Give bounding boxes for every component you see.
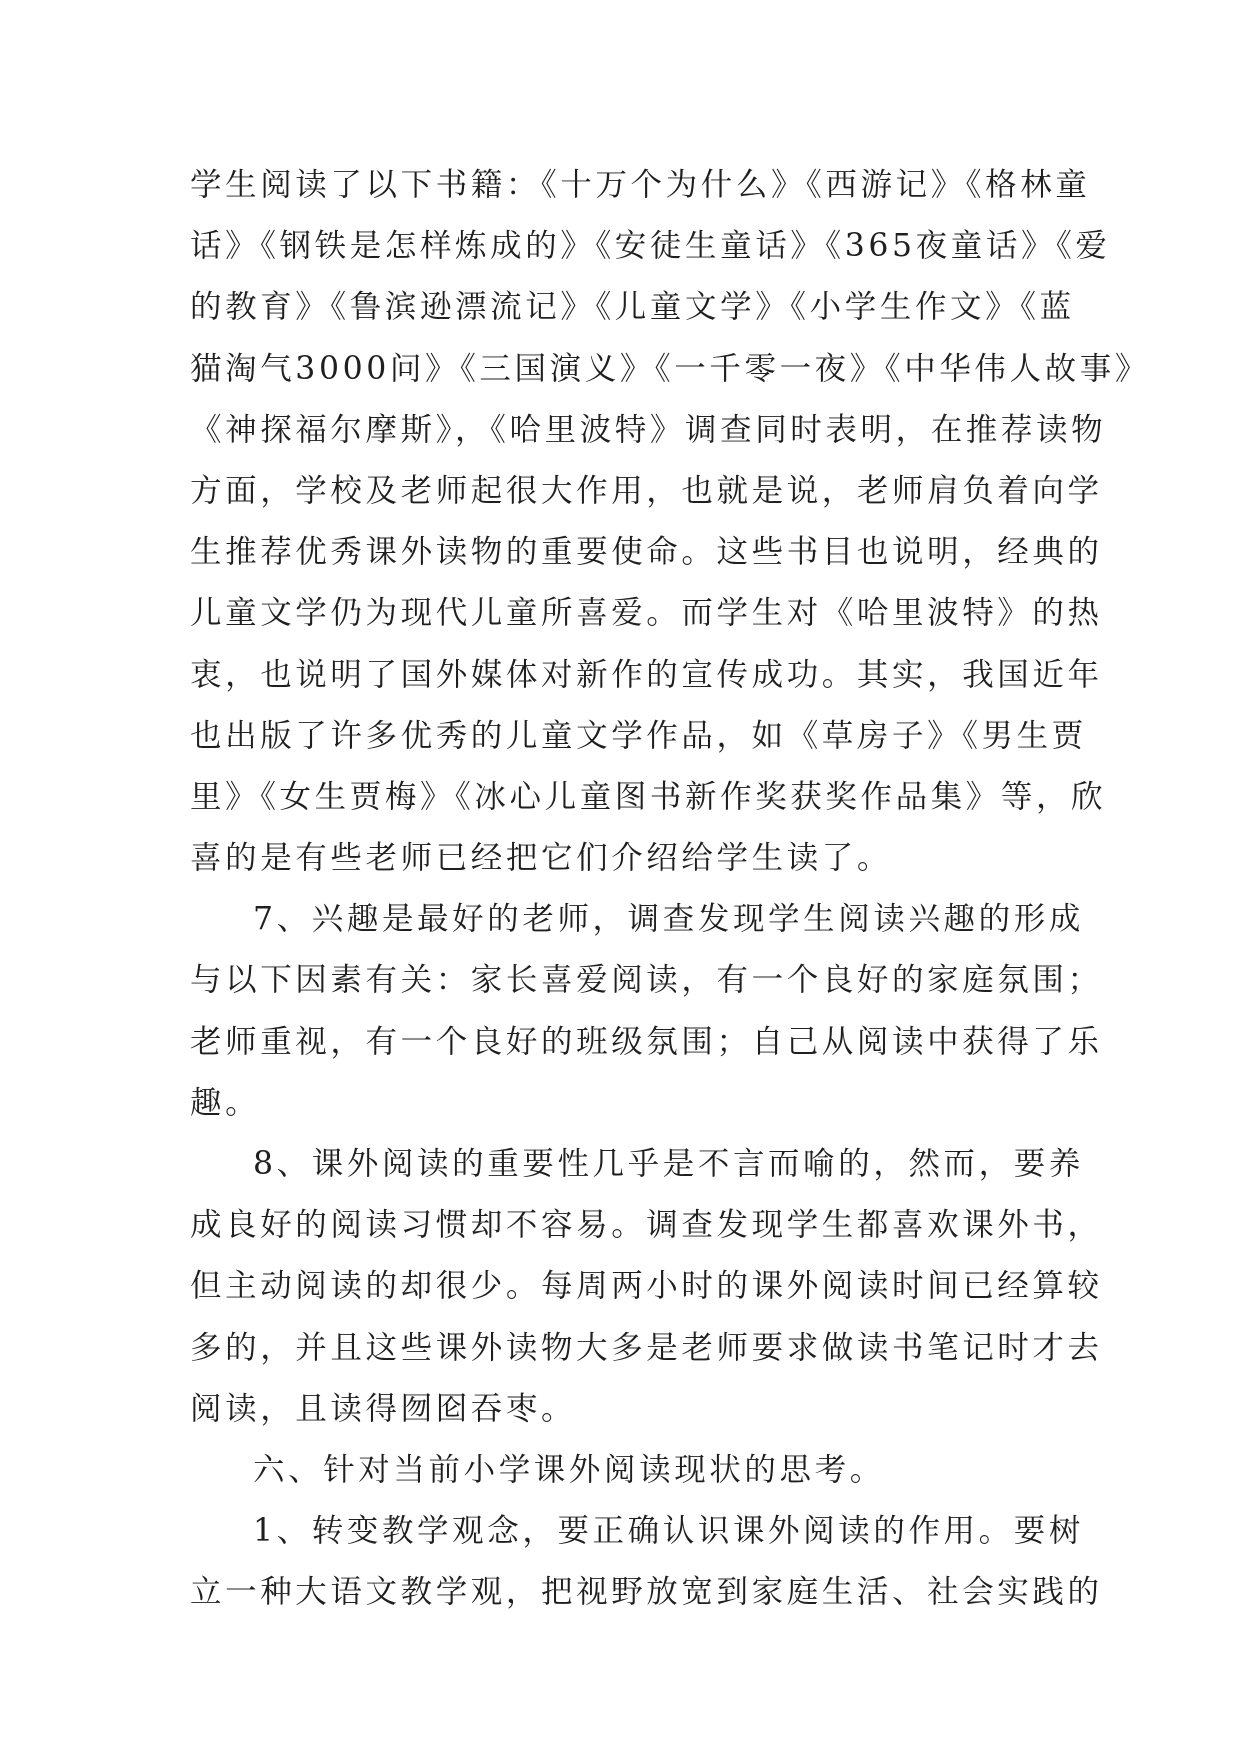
text-line: 老师重视，有一个良好的班级氛围；自己从阅读中获得了乐	[190, 1023, 1103, 1060]
text-line: 也出版了许多优秀的儿童文学作品，如《草房子》《男生贾	[190, 717, 1087, 754]
text-line: 《神探福尔摩斯》，《哈里波特》调查同时表明，在推荐读物	[190, 411, 1107, 448]
text-line: 学生阅读了以下书籍：《十万个为什么》《西游记》《格林童	[190, 167, 1091, 203]
text-line: 的教育》《鲁滨逊漂流记》《儿童文学》《小学生作文》《蓝	[190, 289, 1075, 326]
text-line: 阅读，且读得囫囵吞枣。	[190, 1390, 577, 1427]
text-line: 猫淘气3000问》《三国演义》《一千零一夜》《中华伟人故事》	[190, 350, 1150, 387]
paragraph-start-line: 7、兴趣是最好的老师，调查发现学生阅读兴趣的形成	[253, 901, 1084, 938]
text-line: 话》《钢铁是怎样炼成的》《安徒生童话》《365夜童话》《爱	[190, 228, 1111, 265]
text-line: 喜的是有些老师已经把它们介绍给学生读了。	[190, 840, 893, 877]
text-line: 儿童文学仍为现代儿童所喜爱。而学生对《哈里波特》的热	[190, 595, 1103, 632]
text-line: 趣。	[190, 1084, 261, 1121]
paragraph-start-line: 1、转变教学观念，要正确认识课外阅读的作用。要树	[253, 1513, 1084, 1550]
section-heading-line: 六、针对当前小学课外阅读现状的思考。	[253, 1451, 885, 1488]
text-line: 成良好的阅读习惯却不容易。调查发现学生都喜欢课外书，	[190, 1207, 1103, 1244]
paragraph-start-line: 8、课外阅读的重要性几乎是不言而喻的，然而，要养	[253, 1146, 1084, 1182]
document-body	[190, 155, 1150, 1624]
text-line: 里》《女生贾梅》《冰心儿童图书新作奖获奖作品集》等，欣	[190, 778, 1107, 815]
text-line: 多的，并且这些课外读物大多是老师要求做读书笔记时才去	[190, 1329, 1103, 1366]
text-line: 生推荐优秀课外读物的重要使命。这些书目也说明，经典的	[190, 534, 1103, 571]
text-line: 与以下因素有关：家长喜爱阅读，有一个良好的家庭氛围；	[190, 962, 1103, 999]
text-line: 方面，学校及老师起很大作用，也就是说，老师肩负着向学	[190, 472, 1103, 509]
text-line: 立一种大语文教学观，把视野放宽到家庭生活、社会实践的	[190, 1574, 1103, 1611]
text-line: 衷，也说明了国外媒体对新作的宣传成功。其实，我国近年	[190, 656, 1103, 693]
text-line: 但主动阅读的却很少。每周两小时的课外阅读时间已经算较	[190, 1268, 1103, 1305]
